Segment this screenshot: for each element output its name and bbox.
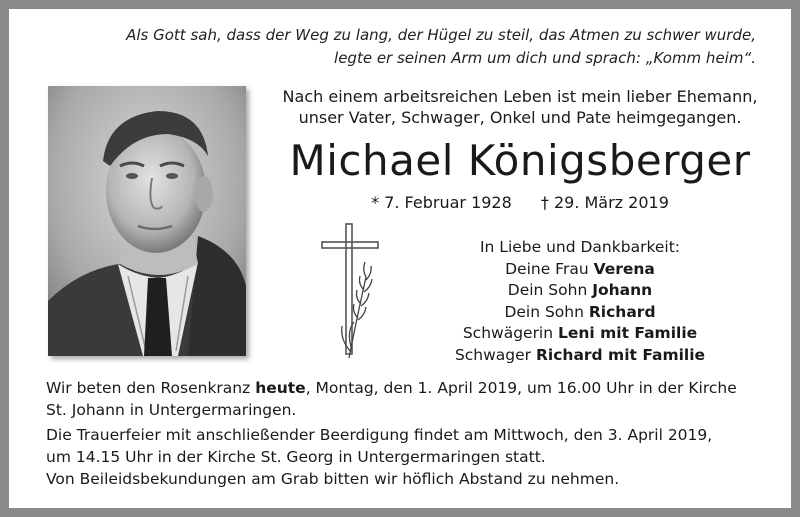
deceased-name: Michael Königsberger [289,136,751,185]
intro-line-2: unser Vater, Schwager, Onkel und Pate heimgegangen. [298,108,742,127]
mourners-list [430,237,730,366]
mourner-entry: Dein Sohn Johann [507,281,653,299]
mourner-entry: Deine Frau Verena [505,259,655,278]
condolence-note: Von Beileidsbekundungen am Grab bitten wir höflich Abstand zu nehmen. [46,470,620,488]
mourner-entry: Schwager Richard mit Familie [454,345,706,364]
life-dates [270,192,770,214]
rosary-announcement: Wir beten den Rosenkranz heute, Montag, den 1. April 2019, um 16.00 Uhr in der Kirche St. Johann in Untergermaringen. [46,379,737,419]
mourner-entry: Dein Sohn Richard [504,302,656,321]
birth-date: * 7. Februar 1928 [371,193,512,212]
funeral-announcement: Die Trauerfeier mit anschließender Beerdigung findet am Mittwoch, den 3. April 2019, um 14.15 Uhr in der Kirche St. Georg in Untergermaringen statt. [46,426,713,466]
quote-line-1: Als Gott sah, dass der Weg zu lang, der Hügel zu steil, das Atmen zu schwer wurde, [126,26,756,44]
quote-line-2: legte er seinen Arm um dich und sprach: „Komm heim“. [334,49,756,67]
mourner-entry: Schwägerin Leni mit Familie [462,324,698,342]
portrait-photo [48,86,246,356]
cross-with-wheat-icon [318,222,388,366]
death-date: † 29. März 2019 [540,193,669,212]
intro-line-1: Nach einem arbeitsreichen Leben ist mein lieber Ehemann, [282,87,758,106]
mourners-heading: In Liebe und Dankbarkeit: [479,238,681,256]
